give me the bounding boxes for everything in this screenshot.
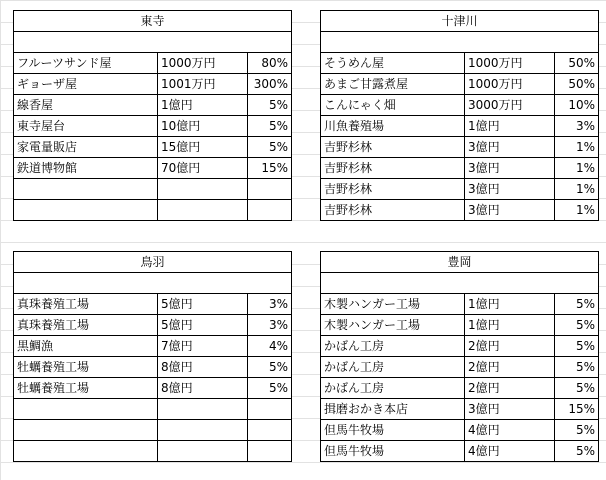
table-row — [321, 179, 599, 200]
cell-amount[interactable]: 1億円 — [465, 294, 555, 315]
cell-amount[interactable]: 5億円 — [158, 294, 248, 315]
cell-name[interactable]: 揖磨おかき本店 — [321, 399, 465, 420]
cell-name[interactable]: 吉野杉林 — [321, 137, 465, 158]
cell-name[interactable]: 但馬牛牧場 — [321, 441, 465, 462]
cell-percent[interactable]: 3% — [555, 116, 599, 137]
table-toji — [13, 10, 292, 221]
cell-amount[interactable]: 8億円 — [158, 357, 248, 378]
table-row — [14, 420, 292, 441]
empty-header-cell[interactable] — [14, 32, 292, 53]
cell-percent[interactable]: 5% — [555, 378, 599, 399]
table-row — [321, 315, 599, 336]
cell-name[interactable] — [14, 179, 158, 200]
cell-percent[interactable] — [248, 420, 292, 441]
table-totsukawa — [320, 10, 599, 221]
cell-name[interactable]: フルーツサンド屋 — [14, 53, 158, 74]
cell-amount[interactable]: 2億円 — [465, 378, 555, 399]
cell-percent[interactable]: 5% — [248, 357, 292, 378]
table-row — [14, 315, 292, 336]
table-row — [321, 336, 599, 357]
cell-percent[interactable]: 5% — [555, 441, 599, 462]
table-row — [321, 74, 599, 95]
cell-name[interactable]: 牡蠣養殖工場 — [14, 357, 158, 378]
cell-amount[interactable]: 1000万円 — [158, 53, 248, 74]
cell-amount[interactable] — [158, 420, 248, 441]
table-row — [14, 399, 292, 420]
cell-amount[interactable] — [158, 399, 248, 420]
table-row — [14, 137, 292, 158]
cell-amount[interactable]: 5億円 — [158, 315, 248, 336]
cell-percent[interactable] — [248, 441, 292, 462]
empty-header-cell[interactable] — [321, 32, 599, 53]
block-title[interactable]: 豊岡 — [321, 252, 599, 273]
cell-percent[interactable]: 5% — [555, 294, 599, 315]
cell-amount[interactable]: 1000万円 — [465, 53, 555, 74]
table-row — [14, 336, 292, 357]
cell-amount[interactable]: 3億円 — [465, 200, 555, 221]
cell-amount[interactable] — [158, 200, 248, 221]
table-row — [321, 378, 599, 399]
cell-name[interactable]: かばん工房 — [321, 378, 465, 399]
table-row — [321, 294, 599, 315]
cell-percent[interactable]: 15% — [555, 399, 599, 420]
cell-percent[interactable] — [248, 200, 292, 221]
cell-percent[interactable]: 1% — [555, 158, 599, 179]
cell-amount[interactable]: 3億円 — [465, 399, 555, 420]
cell-percent[interactable]: 3% — [248, 294, 292, 315]
cell-name[interactable] — [14, 420, 158, 441]
cell-amount[interactable]: 1億円 — [158, 95, 248, 116]
cell-percent[interactable]: 5% — [555, 357, 599, 378]
table-row — [14, 294, 292, 315]
cell-amount[interactable]: 3億円 — [465, 179, 555, 200]
block-title[interactable]: 十津川 — [321, 11, 599, 32]
table-row — [321, 95, 599, 116]
cell-name[interactable]: 東寺屋台 — [14, 116, 158, 137]
cell-name[interactable]: かばん工房 — [321, 357, 465, 378]
cell-name[interactable]: 木製ハンガー工場 — [321, 294, 465, 315]
empty-header-cell[interactable] — [321, 273, 599, 294]
cell-name[interactable]: 鉄道博物館 — [14, 158, 158, 179]
cell-amount[interactable] — [158, 441, 248, 462]
table-row — [321, 200, 599, 221]
cell-percent[interactable]: 5% — [248, 95, 292, 116]
cell-name[interactable] — [14, 399, 158, 420]
table-toba — [13, 251, 292, 462]
cell-percent[interactable]: 1% — [555, 200, 599, 221]
cell-name[interactable]: 吉野杉林 — [321, 200, 465, 221]
cell-amount[interactable]: 1001万円 — [158, 74, 248, 95]
cell-percent[interactable]: 5% — [555, 315, 599, 336]
cell-amount[interactable]: 4億円 — [465, 420, 555, 441]
cell-percent[interactable]: 80% — [248, 53, 292, 74]
cell-percent[interactable]: 300% — [248, 74, 292, 95]
table-row — [14, 116, 292, 137]
table-row — [14, 95, 292, 116]
cell-name[interactable]: ギョーザ屋 — [14, 74, 158, 95]
cell-percent[interactable]: 15% — [248, 158, 292, 179]
cell-amount[interactable]: 3億円 — [465, 137, 555, 158]
table-row — [321, 158, 599, 179]
cell-amount[interactable]: 1億円 — [465, 116, 555, 137]
cell-name[interactable]: 木製ハンガー工場 — [321, 315, 465, 336]
cell-percent[interactable]: 1% — [555, 137, 599, 158]
cell-amount[interactable]: 70億円 — [158, 158, 248, 179]
cell-name[interactable]: 黒鯛漁 — [14, 336, 158, 357]
cell-amount[interactable]: 3000万円 — [465, 95, 555, 116]
cell-percent[interactable]: 50% — [555, 53, 599, 74]
cell-name[interactable]: 牡蠣養殖工場 — [14, 378, 158, 399]
cell-percent[interactable] — [248, 399, 292, 420]
cell-amount[interactable]: 3億円 — [465, 158, 555, 179]
table-row — [321, 53, 599, 74]
cell-name[interactable]: 線香屋 — [14, 95, 158, 116]
table-row — [321, 137, 599, 158]
cell-percent[interactable]: 10% — [555, 95, 599, 116]
table-row — [14, 200, 292, 221]
cell-name[interactable]: 川魚養殖場 — [321, 116, 465, 137]
cell-name[interactable]: かばん工房 — [321, 336, 465, 357]
cell-name[interactable]: そうめん屋 — [321, 53, 465, 74]
cell-amount[interactable]: 1000万円 — [465, 74, 555, 95]
table-row — [321, 441, 599, 462]
table-row — [14, 74, 292, 95]
cell-name[interactable]: 吉野杉林 — [321, 179, 465, 200]
table-row — [321, 420, 599, 441]
cell-amount[interactable]: 4億円 — [465, 441, 555, 462]
cell-amount[interactable]: 7億円 — [158, 336, 248, 357]
cell-percent[interactable]: 50% — [555, 74, 599, 95]
table-row — [321, 116, 599, 137]
cell-percent[interactable]: 4% — [248, 336, 292, 357]
cell-name[interactable]: 家電量販店 — [14, 137, 158, 158]
cell-amount[interactable]: 2億円 — [465, 336, 555, 357]
cell-amount[interactable]: 8億円 — [158, 378, 248, 399]
table-row — [14, 378, 292, 399]
cell-percent[interactable]: 3% — [248, 315, 292, 336]
table-row — [14, 441, 292, 462]
cell-percent[interactable]: 5% — [555, 336, 599, 357]
cell-amount[interactable]: 1億円 — [465, 315, 555, 336]
cell-percent[interactable]: 5% — [555, 420, 599, 441]
cell-percent[interactable]: 1% — [555, 179, 599, 200]
table-row — [14, 53, 292, 74]
cell-name[interactable] — [14, 200, 158, 221]
cell-amount[interactable]: 2億円 — [465, 357, 555, 378]
cell-name[interactable]: あまご甘露煮屋 — [321, 74, 465, 95]
cell-percent[interactable]: 5% — [248, 378, 292, 399]
table-row — [321, 399, 599, 420]
cell-amount[interactable]: 15億円 — [158, 137, 248, 158]
cell-amount[interactable]: 10億円 — [158, 116, 248, 137]
table-row — [14, 357, 292, 378]
cell-name[interactable]: 真珠養殖工場 — [14, 294, 158, 315]
cell-name[interactable] — [14, 441, 158, 462]
block-title[interactable]: 東寺 — [14, 11, 292, 32]
table-row — [14, 179, 292, 200]
block-title[interactable]: 鳥羽 — [14, 252, 292, 273]
cell-percent[interactable]: 5% — [248, 137, 292, 158]
table-toyooka — [320, 251, 599, 462]
cell-amount[interactable] — [158, 179, 248, 200]
cell-name[interactable]: 真珠養殖工場 — [14, 315, 158, 336]
cell-name[interactable]: 吉野杉林 — [321, 158, 465, 179]
table-row — [14, 158, 292, 179]
cell-name[interactable]: 但馬牛牧場 — [321, 420, 465, 441]
cell-percent[interactable]: 5% — [248, 116, 292, 137]
cell-name[interactable]: こんにゃく畑 — [321, 95, 465, 116]
cell-percent[interactable] — [248, 179, 292, 200]
empty-header-cell[interactable] — [14, 273, 292, 294]
table-row — [321, 357, 599, 378]
